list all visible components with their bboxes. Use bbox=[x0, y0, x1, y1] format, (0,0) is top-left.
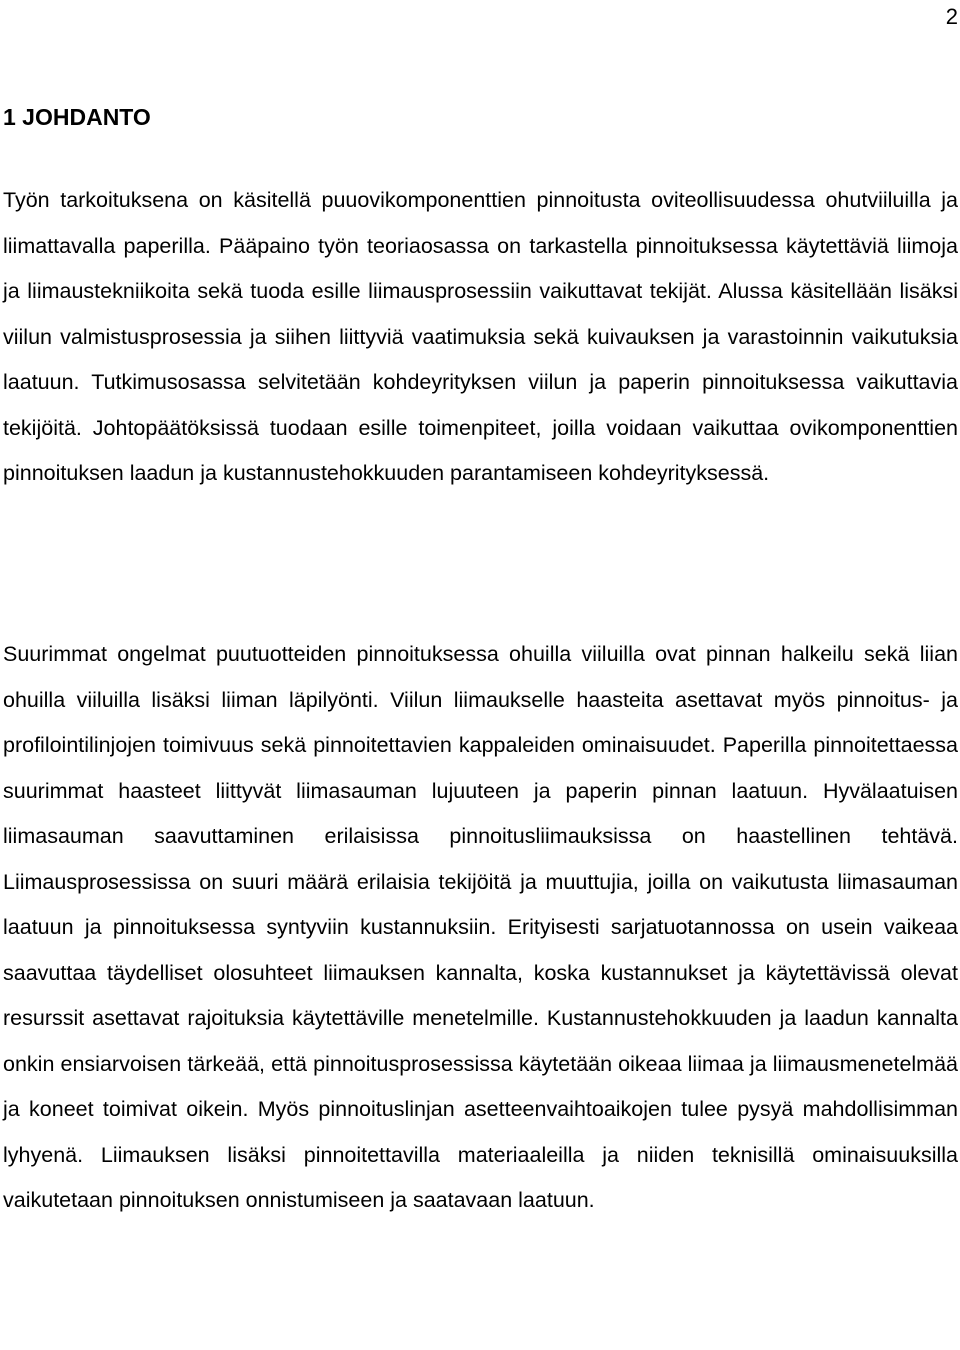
paragraph-2: Suurimmat ongelmat puutuotteiden pinnoituksessa ohuilla viiluilla ovat pinnan halkeilu sekä liian ohuilla viiluilla lisäksi liiman läpilyönti. Viilun liimaukselle haasteita asettavat myös pinnoitus- ja profilointilinjojen toimivuus sekä pinnoitettavien kappaleiden ominaisuudet. Paperilla pinnoitettaessa suurimmat haasteet liittyvät liimasauman lujuuteen ja paperin pinnan laatuun. Hyvälaatuisen liimasauman saavuttaminen erilaisissa pinnoitusliimauksissa on haastellinen tehtävä. Liimausprosessissa on suuri määrä erilaisia tekijöitä ja muuttujia, joilla on vaikutusta liimasauman laatuun ja pinnoituksessa syntyviin kustannuksiin. Erityisesti sarjatuotannossa on usein vaikeaa saavuttaa täydelliset olosuhteet liimauksen kannalta, koska kustannukset ja käytettävissä olevat resurssit asettavat rajoituksia käytettäville menetelmille. Kustannustehokkuuden ja laadun kannalta onkin ensiarvoisen tärkeää, että pinnoitusprosessissa käytetään oikeaa liimaa ja liimausmenetelmää ja koneet toimivat oikein. Myös pinnoituslinjan asetteenvaihtoaikojen tulee pysyä mahdollisimman lyhyenä. Liimauksen lisäksi pinnoitettavilla materiaaleilla ja niiden teknisillä ominaisuuksilla vaikutetaan pinnoituksen onnistumiseen ja saatavaan laatuun. bbox=[3, 642, 958, 1212]
page-number: 2 bbox=[945, 4, 958, 29]
section-heading: 1 JOHDANTO bbox=[3, 104, 151, 130]
paragraph-1: Työn tarkoituksena on käsitellä puuovikomponenttien pinnoitusta oviteollisuudessa ohutviiluilla ja liimattavalla paperilla. Pääpaino työn teoriaosassa on tarkastella pinnoituksessa käytettäviä liimoja ja liimaustekniikoita sekä tuoda esille liimausprosessiin vaikuttavat tekijät. Alussa käsitellään lisäksi viilun valmistusprosessia ja siihen liittyviä vaatimuksia sekä kuivauksen ja varastoinnin vaikutuksia laatuun. Tutkimusosassa selvitetään kohdeyrityksen viilun ja paperin pinnoituksessa vaikuttavia tekijöitä. Johtopäätöksissä tuodaan esille toimenpiteet, joilla voidaan vaikuttaa ovikomponenttien pinnoituksen laadun ja kustannustehokkuuden parantamiseen kohdeyrityksessä. bbox=[3, 188, 958, 485]
